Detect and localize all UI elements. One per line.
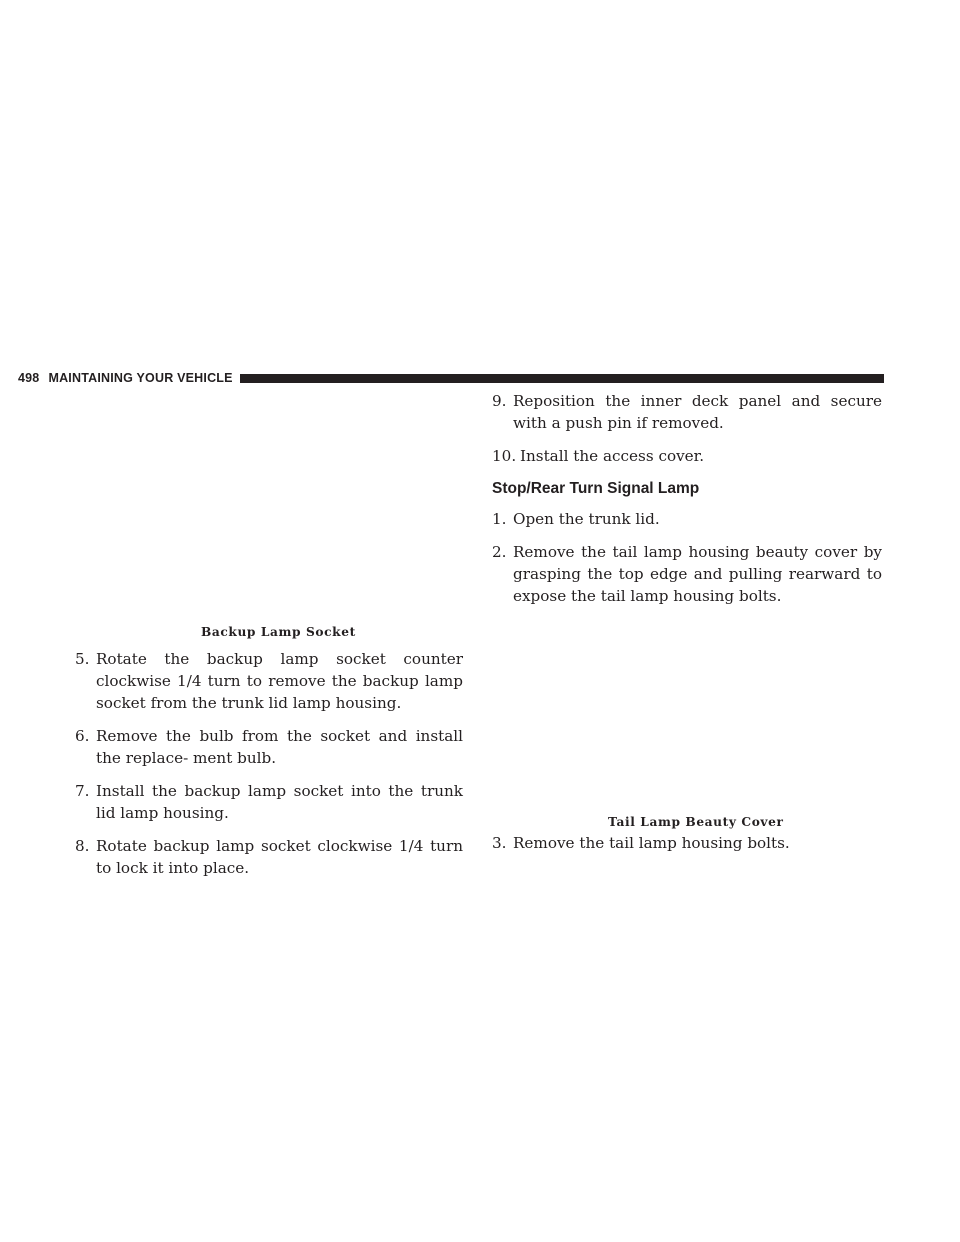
step-item: [75, 780, 463, 824]
section-title: MAINTAINING YOUR VEHICLE: [48, 371, 233, 385]
step-text: Remove the bulb from the socket and install the replace- ment bulb.: [96, 727, 463, 767]
figure-caption-tail-lamp-beauty-cover: Tail Lamp Beauty Cover: [608, 815, 784, 829]
figure-caption-backup-lamp-socket: Backup Lamp Socket: [201, 625, 356, 639]
step-number: 9.: [492, 392, 507, 410]
step-item: [75, 725, 463, 769]
step-text: Open the trunk lid.: [513, 510, 660, 528]
left-column: [75, 648, 463, 890]
step-number: 7.: [75, 782, 90, 800]
section-heading: Stop/Rear Turn Signal Lamp: [492, 480, 700, 497]
step-item: [492, 832, 882, 854]
step-number: 2.: [492, 543, 507, 561]
step-item: [492, 445, 882, 467]
step-item: [492, 541, 882, 607]
step-number: 10.: [492, 447, 517, 465]
step-text: Rotate the backup lamp socket counter clockwise 1/4 turn to remove the backup lamp socket from the trunk lid lamp housing.: [96, 650, 463, 712]
step-number: 8.: [75, 837, 90, 855]
step-text: Install the backup lamp socket into the trunk lid lamp housing.: [96, 782, 463, 822]
step-text: Remove the tail lamp housing beauty cover by grasping the top edge and pulling rearward to expose the tail lamp housing bolts.: [513, 543, 882, 605]
right-column-lower: [492, 832, 882, 865]
step-text: Remove the tail lamp housing bolts.: [513, 834, 790, 852]
step-text: Install the access cover.: [520, 447, 705, 465]
step-number: 3.: [492, 834, 507, 852]
header-rule: [240, 374, 884, 383]
step-number: 6.: [75, 727, 90, 745]
right-column: [492, 390, 882, 618]
step-text: Rotate backup lamp socket clockwise 1/4 turn to lock it into place.: [96, 837, 463, 877]
page-header: [18, 370, 884, 386]
step-number: 1.: [492, 510, 507, 528]
page-number: 498: [18, 371, 40, 385]
step-item: [492, 390, 882, 434]
step-item: [75, 648, 463, 714]
step-text: Reposition the inner deck panel and secure with a push pin if removed.: [513, 392, 882, 432]
step-number: 5.: [75, 650, 90, 668]
step-item: [75, 835, 463, 879]
step-item: [492, 508, 882, 530]
